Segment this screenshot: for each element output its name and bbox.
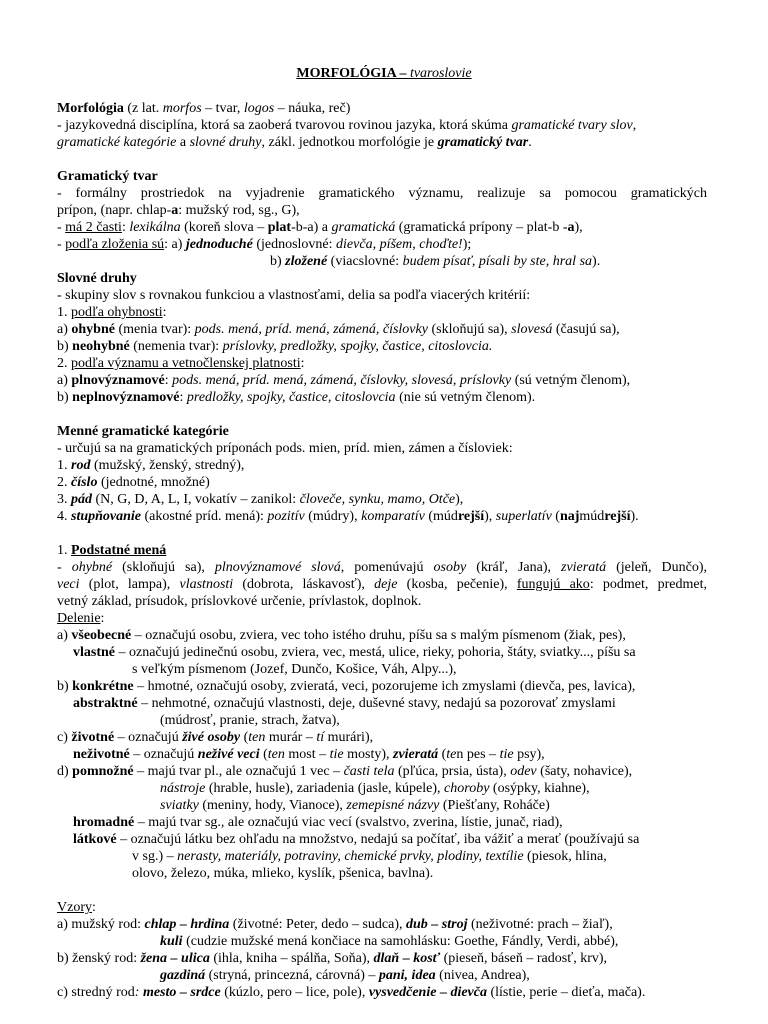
text-run: (osýpky, kiahne), [489, 781, 590, 796]
text-run: kuli [160, 934, 183, 949]
text-run: (neživotné: prach – žiaľ), [467, 917, 613, 932]
text-run: osoby [433, 560, 467, 575]
text-run: – majú tvar sg., ale označujú viac vecí (svalstvo, zverina, lístie, junač, riad), [134, 815, 563, 830]
text-run: dlaň – kosť [373, 951, 441, 966]
text-run: pani, idea [378, 968, 436, 983]
text-run: gramatická [331, 220, 396, 235]
text-run: v sg.) – [132, 849, 178, 864]
section-heading-podstatne-mena [57, 542, 707, 559]
text-run: (menia tvar): [114, 322, 195, 337]
text-run: (N, G, D, A, L, I, vokatív – zanikol: [92, 492, 300, 507]
text-run: ). [630, 509, 639, 524]
text-run: podľa zloženia sú [65, 237, 165, 252]
text-run: časti tela [343, 764, 395, 779]
list-item [57, 950, 707, 967]
text-run: (skloňujú sa), [427, 322, 512, 337]
text-run: (jednoslovné: [252, 237, 337, 252]
text-run: vysvedčenie – dievča [368, 985, 487, 1000]
text-run: superlatív [495, 509, 552, 524]
text-run: (dobrota, láskavosť), [233, 577, 375, 592]
text-run: - [57, 220, 66, 235]
text-run: neživotné [73, 747, 130, 762]
text-run: (z lat. [123, 101, 163, 116]
text-run: pods. mená, príd. mená, zámená, číslovky, slovesá, príslovky [172, 373, 512, 388]
list-item-continuation [57, 933, 707, 950]
text-run: Slovné druhy [57, 271, 137, 286]
document-body [57, 100, 707, 1001]
text-run: (šaty, nohavice), [536, 764, 633, 779]
text-run: (stryná, princezná, cárovná) – [205, 968, 379, 983]
text-run: – tvar, [201, 101, 244, 116]
text-run: rejší [457, 509, 485, 524]
paragraph-line [57, 185, 707, 202]
definition-line [57, 117, 707, 134]
text-run: abstraktné [73, 696, 138, 711]
text-run: 2. [57, 356, 71, 371]
text-run: b) [57, 679, 73, 694]
list-item-continuation [57, 797, 707, 814]
text-run: predložky, spojky, častice, citoslovcia [186, 390, 396, 405]
text-run: pods. mená, príd. mená, zámená, číslovky [194, 322, 428, 337]
text-run: neživé veci [197, 747, 260, 762]
text-run: (mužský, ženský, stredný), [90, 458, 245, 473]
text-run: sviatky [160, 798, 199, 813]
subheading-vzory [57, 899, 707, 916]
text-run: má 2 časti [65, 220, 122, 235]
list-item [57, 219, 707, 236]
text-run: – nehmotné, označujú vlastnosti, deje, duševné stavy, nedajú sa pozorovať zmyslami [137, 696, 616, 711]
text-run: c) stredný rod [57, 985, 135, 1000]
text-run: (gramatická prípony – plat-b - [395, 220, 568, 235]
text-run: a [176, 135, 190, 150]
text-run: Gramatický tvar [57, 169, 158, 184]
text-run: : mužský rod, sg., G), [178, 203, 300, 218]
text-run: číslo [71, 475, 98, 490]
text-run: plnovýznamové [71, 373, 165, 388]
list-item [57, 457, 707, 474]
text-run: : [92, 900, 96, 915]
text-run: rejší [604, 509, 631, 524]
text-run: logos [243, 101, 275, 116]
text-run: (časujú sa), [552, 322, 620, 337]
text-run: – označujú látku bez ohľadu na množstvo, nedajú sa počítať, iba vážiť a merať (používajú sa [116, 832, 640, 847]
text-run: Podstatné mená [71, 543, 167, 558]
text-run: – označujú [114, 730, 183, 745]
text-run: Menné gramatické kategórie [57, 424, 229, 439]
text-run: - jazykovedná disciplína, ktorá sa zaoberá tvarovou rovinou jazyka, ktorá skúma [57, 118, 512, 133]
text-run: s veľkým písmenom (Jozef, Dunčo, Košice, Váh, Alpy...), [132, 662, 457, 677]
text-run: a) [57, 373, 72, 388]
text-run: 1. [57, 458, 71, 473]
paragraph-line [57, 287, 707, 304]
text-run: psy), [513, 747, 545, 762]
subheading-delenie [57, 610, 707, 627]
text-run: d) [57, 764, 73, 779]
text-run: murár – [265, 730, 317, 745]
list-item [57, 831, 707, 848]
text-run: fungujú ako [516, 577, 590, 592]
text-run: , [632, 118, 637, 133]
list-item-continuation [57, 712, 707, 729]
text-run: , zákl. jednotkou morfológie je [261, 135, 438, 150]
text-run: (kráľ, Jana), [466, 560, 561, 575]
text-run: -b-a) a [291, 220, 332, 235]
definition-line [57, 134, 707, 151]
list-item [57, 253, 707, 270]
paragraph-line [57, 576, 707, 593]
text-run: ( [551, 509, 560, 524]
title-dash: – [395, 66, 410, 81]
list-item [57, 491, 707, 508]
section-heading-slovne-druhy [57, 270, 707, 287]
text-run: : [300, 356, 305, 371]
text-run: mosty), [343, 747, 393, 762]
text-run: vlastné [73, 645, 115, 660]
text-run: c) [57, 730, 72, 745]
text-run: slovesá [511, 322, 553, 337]
text-run: budem písať, písali by ste, hral sa [402, 254, 593, 269]
text-run: (sú vetným členom), [511, 373, 631, 388]
text-run: zložené [285, 254, 328, 269]
text-run: prípon, (napr. chlap- [57, 203, 172, 218]
section-heading-menne-kategorie [57, 423, 707, 440]
text-run: neplnovýznamové [72, 390, 180, 405]
text-run: (viacslovné: [327, 254, 403, 269]
text-run: most – [284, 747, 330, 762]
blank-line [57, 525, 707, 542]
text-run: ohybné [71, 322, 115, 337]
text-run: n pes – [456, 747, 500, 762]
text-run: ten [248, 730, 266, 745]
list-item [57, 355, 707, 372]
text-run: : [162, 305, 167, 320]
text-run: múd [579, 509, 605, 524]
text-run: všeobecné [71, 628, 132, 643]
list-item [57, 916, 707, 933]
text-run: zvieratá [561, 560, 607, 575]
text-run: Delenie [57, 611, 101, 626]
text-run: pomnožné [72, 764, 134, 779]
list-item [57, 644, 707, 661]
text-run: (cudzie mužské mená končiace na samohlásku: Goethe, Fándly, Verdi, abbé), [182, 934, 619, 949]
text-run: – označujú [129, 747, 198, 762]
text-run: a) [57, 322, 72, 337]
text-run: (kúzlo, pero – lice, pole), [220, 985, 369, 1000]
text-run: a [171, 203, 179, 218]
list-item [57, 678, 707, 695]
text-run: mesto – srdce [142, 985, 221, 1000]
text-run: olovo, železo, múka, mlieko, kyslík, pšenica, bavlna). [132, 866, 434, 881]
list-item [57, 508, 707, 525]
text-run: : podmet, predmet, [589, 577, 707, 592]
text-run: : [164, 373, 173, 388]
text-run: gramatické kategórie [57, 135, 177, 150]
text-run: (životné: Peter, dedo – sudca), [229, 917, 407, 932]
text-run: odev [510, 764, 537, 779]
text-run: zvieratá [393, 747, 439, 762]
text-run: (nemenia tvar): [129, 339, 223, 354]
text-run: a [567, 220, 575, 235]
list-item-continuation [57, 967, 707, 984]
list-item [57, 474, 707, 491]
text-run: podľa ohybnosti [71, 305, 163, 320]
text-run: 1. [57, 305, 71, 320]
text-run: tí [316, 730, 325, 745]
text-run: lexikálna [129, 220, 181, 235]
title-sub: tvaroslovie [409, 66, 472, 81]
text-run: (nie sú vetným členom). [395, 390, 536, 405]
list-item [57, 627, 707, 644]
text-run: 1. [57, 543, 71, 558]
text-run: Morfológia [57, 101, 124, 116]
text-run: živé osoby [182, 730, 241, 745]
text-run: (akostné príd. mená): [141, 509, 268, 524]
text-run: (jednotné, množné) [97, 475, 210, 490]
text-run: Vzory [57, 900, 92, 915]
paragraph-line [57, 440, 707, 457]
text-run: žena – ulica [140, 951, 210, 966]
text-run: - skupiny slov s rovnakou funkciou a vlastnosťami, delia sa podľa viacerých kritérií: [57, 288, 531, 303]
text-run: ), [455, 492, 464, 507]
text-run: rod [71, 458, 91, 473]
text-run: pád [71, 492, 92, 507]
text-run: (hrable, husle), zariadenia (jasle, kúpele), [205, 781, 445, 796]
text-run: (meniny, hody, Vianoce), [198, 798, 347, 813]
blank-line [57, 151, 707, 168]
list-item [57, 695, 707, 712]
text-run: (múdry), [304, 509, 362, 524]
list-item [57, 389, 707, 406]
text-run: gramatický tvar [437, 135, 529, 150]
page-title [0, 64, 768, 84]
text-run: ); [462, 237, 472, 252]
text-run: - [57, 560, 72, 575]
text-run: morfos [162, 101, 202, 116]
text-run: : [121, 220, 130, 235]
text-run: naj [559, 509, 580, 524]
text-run: choroby [444, 781, 490, 796]
text-run: b) [270, 254, 286, 269]
text-run: 3. [57, 492, 71, 507]
text-run: ( [240, 730, 249, 745]
text-run: (pľúca, prsia, ústa), [394, 764, 511, 779]
text-run: komparatív [361, 509, 425, 524]
list-item-continuation [57, 661, 707, 678]
text-run: . [528, 135, 532, 150]
list-item [57, 814, 707, 831]
text-run: b) ženský rod: [57, 951, 141, 966]
list-item [57, 304, 707, 321]
list-item-continuation [57, 865, 707, 882]
text-run: (lístie, perie – dieťa, mača). [486, 985, 646, 1000]
text-run: človeče, synku, mamo, Otče [299, 492, 456, 507]
list-item [57, 236, 707, 253]
text-run: vetný základ, prísudok, príslovkové určenie, prívlastok, doplnok. [57, 594, 422, 609]
text-run: ten [267, 747, 285, 762]
text-run: murári), [324, 730, 374, 745]
text-run: (nivea, Andrea), [435, 968, 530, 983]
text-run: zemepisné názvy [346, 798, 440, 813]
text-run: dievča, píšem, choďte! [336, 237, 463, 252]
paragraph-line [57, 559, 707, 576]
text-run: pozitív [267, 509, 305, 524]
text-run: te [446, 747, 457, 762]
text-run: , pomenúvajú [340, 560, 434, 575]
text-run: životné [71, 730, 115, 745]
text-run: : a) [164, 237, 186, 252]
list-item [57, 746, 707, 763]
text-run: ), [484, 509, 496, 524]
text-run: ), [574, 220, 583, 235]
text-run: (piesok, hlina, [523, 849, 607, 864]
text-run: tie [329, 747, 344, 762]
text-run: nerasty, materiály, potraviny, chemické prvky, plodiny, textílie [177, 849, 524, 864]
text-run: (Piešťany, Roháče) [439, 798, 550, 813]
paragraph-line [57, 593, 707, 610]
text-run: (múdrosť, pranie, strach, žatva), [160, 713, 340, 728]
text-run: ). [592, 254, 601, 269]
text-run: : [179, 390, 187, 405]
text-run: – majú tvar pl., ale označujú 1 vec – [133, 764, 344, 779]
list-item-continuation [57, 780, 707, 797]
list-item [57, 729, 707, 746]
title-main: MORFOLÓGIA [296, 66, 396, 81]
text-run: (jeleň, Dunčo), [606, 560, 707, 575]
text-run: látkové [73, 832, 117, 847]
text-run: jednoduché [185, 237, 253, 252]
text-run: nástroje [160, 781, 206, 796]
text-run: b) [57, 339, 73, 354]
text-run: (múd [424, 509, 458, 524]
text-run: gramatické tvary slov [511, 118, 633, 133]
text-run: chlap – hrdina [144, 917, 230, 932]
text-run: tie [499, 747, 514, 762]
text-run: podľa významu a vetnočlenskej platnosti [71, 356, 301, 371]
text-run: príslovky, predložky, spojky, častice, citoslovcia. [222, 339, 493, 354]
text-run: (kosba, pečenie), [397, 577, 517, 592]
text-run: – označujú osobu, zviera, vec toho istého druhu, píšu sa s malým písmenom (žiak, pes), [131, 628, 626, 643]
text-run: vlastnosti [179, 577, 234, 592]
text-run: slovné druhy [189, 135, 262, 150]
definition-morfologia [57, 100, 707, 117]
list-item [57, 984, 707, 1001]
text-run: – náuka, reč) [274, 101, 351, 116]
text-run: : [100, 611, 105, 626]
text-run: (koreň slova – [180, 220, 268, 235]
text-run: gazdiná [160, 968, 206, 983]
blank-line [57, 406, 707, 423]
text-run: konkrétne [72, 679, 134, 694]
text-run: - formálny prostriedok na vyjadrenie gramatického významu, realizuje sa pomocou gramatických [57, 186, 707, 201]
text-run: – hmotné, označujú osoby, zvieratá, veci, pozorujeme ich zmyslami (dievča, pes, lavica), [133, 679, 636, 694]
text-run: 2. [57, 475, 71, 490]
blank-line [57, 882, 707, 899]
text-run: ( [259, 747, 268, 762]
text-run: (skloňujú sa), [112, 560, 215, 575]
list-item [57, 372, 707, 389]
text-run: dub – stroj [406, 917, 468, 932]
text-run: (pieseň, báseň – radosť, krv), [440, 951, 608, 966]
text-run: (plot, lampa), [79, 577, 180, 592]
text-run: plnovýznamové slová [214, 560, 341, 575]
section-heading-gramaticky-tvar [57, 168, 707, 185]
text-run: neohybné [72, 339, 130, 354]
text-run: - [57, 237, 66, 252]
text-run: b) [57, 390, 73, 405]
list-item-continuation [57, 848, 707, 865]
text-run: 4. [57, 509, 71, 524]
list-item [57, 338, 707, 355]
paragraph-line [57, 202, 707, 219]
text-run: : [134, 985, 143, 1000]
text-run: deje [374, 577, 398, 592]
text-run: ohybné [71, 560, 113, 575]
list-item [57, 321, 707, 338]
text-run: stupňovanie [71, 509, 142, 524]
text-run: plat [267, 220, 292, 235]
text-run: veci [57, 577, 80, 592]
list-item [57, 763, 707, 780]
text-run: ( [438, 747, 447, 762]
text-run: – označujú jedinečnú osobu, zviera, vec, mestá, ulice, rieky, pohoria, štáty, sviatky..., píšu sa [115, 645, 636, 660]
text-run: - určujú sa na gramatických príponách pods. mien, príd. mien, zámen a čísloviek: [57, 441, 513, 456]
text-run: (ihla, kniha – spálňa, Soňa), [209, 951, 374, 966]
text-run: hromadné [73, 815, 135, 830]
text-run: a) [57, 628, 72, 643]
text-run: a) mužský rod: [57, 917, 145, 932]
